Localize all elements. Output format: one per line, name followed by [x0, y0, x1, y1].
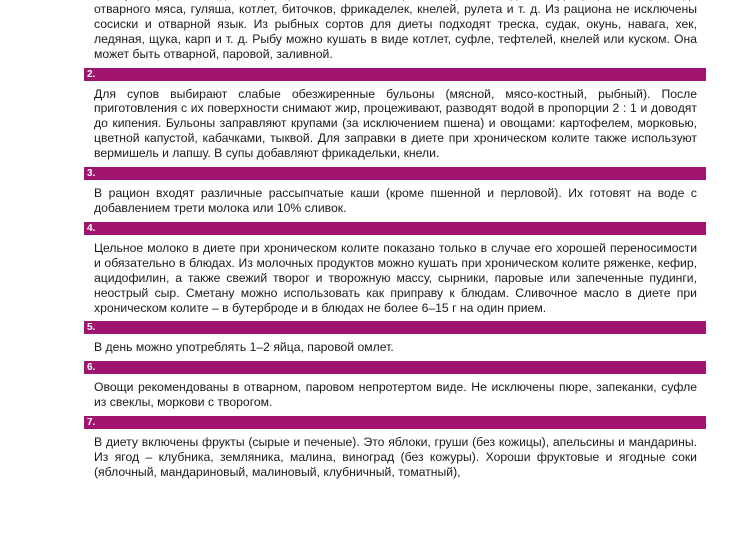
paragraph-3: В рацион входят различные рассыпчатые каши (кроме пшенной и перловой). Их готовят на воде с добавлением трети молока или 10% сливок. — [94, 186, 697, 215]
section-header-5: 5. — [84, 321, 706, 334]
section-header-6: 6. — [84, 361, 706, 374]
paragraph-4: Цельное молоко в диете при хроническом колите показано только в случае его хорошей переносимости и обязательно в блюдах. Из молочных продуктов можно кушать при хроническом колите ряженке, кефир, ацидофилин, а также свежий творог и творожную массу, сырники, паровые или запеченные пудинги, неострый сыр. Сметану можно использовать как приправу к блюдам. Сливочное масло в диете при хроническом колите – в бутерброде и в блюдах не более 6–15 г на один прием. — [94, 240, 697, 315]
section-header-4: 4. — [84, 222, 706, 235]
paragraph-6: Овощи рекомендованы в отварном, паровом непротертом виде. Не исключены пюре, запеканки, суфле из свеклы, моркови с творогом. — [94, 380, 697, 410]
paragraph-2: Для супов выбирают слабые обезжиренные бульоны (мясной, мясо-костный, рыбный). После приготовления с их поверхности снимают жир, процеживают, разводят водой в пропорции 2 : 1 и доводят до кипения. Бульоны заправляют крупами (за исключением пшена) и овощами: картофелем, морковью, цветной капустой, кабачками, тыквой. Для заправки в диете при хроническом колите также используют вермишель и лапшу. В супы добавляют фрикадельки, кнели. — [94, 86, 697, 161]
section-header-2: 2. — [84, 68, 706, 81]
section-header-7: 7. — [84, 416, 706, 429]
section-header-3: 3. — [84, 167, 706, 180]
paragraph-7: В диету включены фрукты (сырые и печеные). Это яблоки, груши (без кожицы), апельсины и мандарины. Из ягод – клубника, земляника, малина, виноград (без кожуры). Хороши фруктовые и ягодные соки (яблочный, мандариновый, малиновый, клубничный, томатный), — [94, 435, 697, 479]
paragraph-1: отварного мяса, гуляша, котлет, биточков, фрикаделек, кнелей, рулета и т. д. Из рациона не исключены сосиски и отварной язык. Из рыбных сортов для диеты подходят треска, судак, окунь, навага, хек, ледяная, щука, карп и т. д. Рыбу можно кушать в виде котлет, суфле, тефтелей, кнелей или куском. Она может быть отварной, паровой, заливной. — [94, 1, 697, 61]
paragraph-5: В день можно употреблять 1–2 яйца, паровой омлет. — [94, 340, 394, 355]
